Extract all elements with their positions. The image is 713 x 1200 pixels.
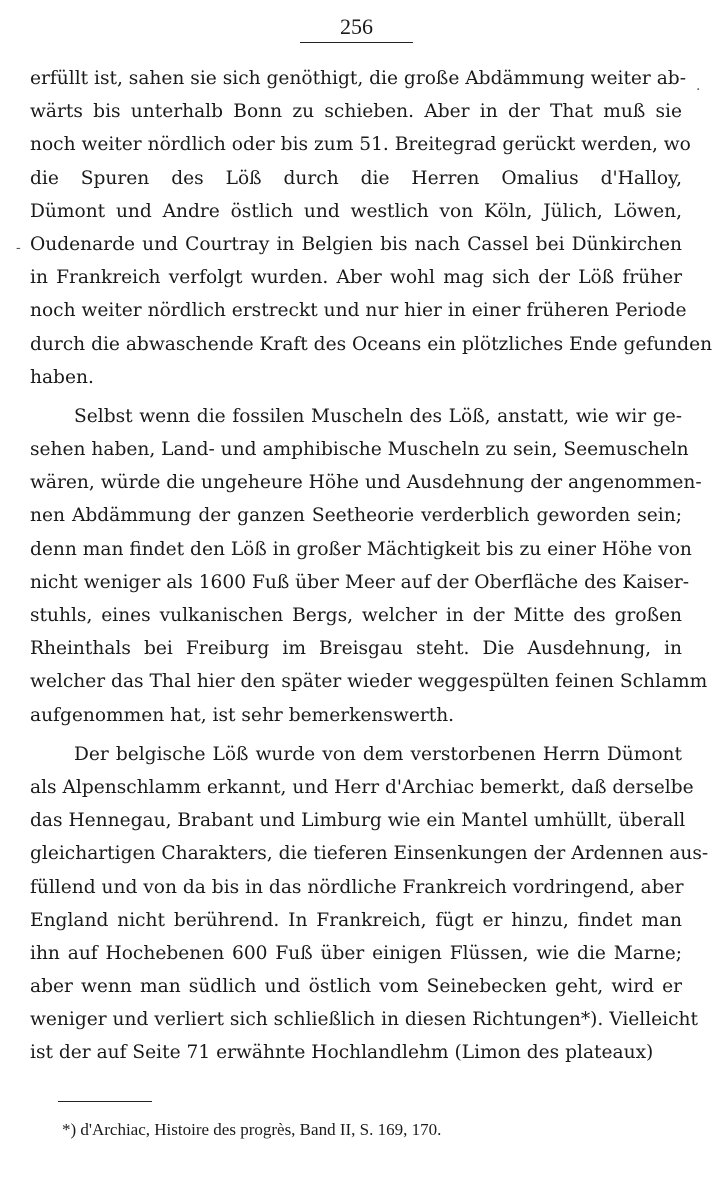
text-line: wärts bis unterhalb Bonn zu schieben. Aber in der That muß sie [30, 101, 682, 123]
text-line: das Hennegau, Brabant und Limburg wie ein Mantel umhüllt, überall [30, 810, 686, 832]
margin-dash: - [16, 240, 21, 256]
text-line: Selbst wenn die fossilen Muscheln des Löß, anstatt, wie wir ge- [74, 405, 682, 427]
footnote-rule [58, 1101, 152, 1102]
paragraph [30, 738, 709, 1070]
header-rule [300, 42, 413, 43]
text-line: nicht weniger als 1600 Fuß über Meer auf der Oberfläche des Kaiser- [30, 571, 690, 593]
text-line: durch die abwaschende Kraft des Oceans ein plötzliches Ende gefunden [30, 333, 713, 355]
text-line: stuhls, eines vulkanischen Bergs, welcher in der Mitte des großen [30, 605, 682, 626]
text-line: Dümont und Andre östlich und westlich von Köln, Jülich, Löwen, [30, 200, 682, 222]
text-line: nen Abdämmung der ganzen Seetheorie verderblich geworden sein; [30, 505, 682, 527]
text-line: wären, würde die ungeheure Höhe und Ausdehnung der angenommen- [30, 472, 702, 494]
text-line: ihn auf Hochebenen 600 Fuß über einigen Flüssen, wie die Marne; [30, 942, 682, 964]
text-line: Oudenarde und Courtray in Belgien bis nach Cassel bei Dünkirchen [30, 233, 682, 255]
margin-dot: · [696, 82, 701, 98]
text-line: haben. [30, 366, 94, 388]
body-text [30, 62, 713, 1070]
page-number: 256 [340, 14, 373, 39]
text-line: weniger und verliert sich schließlich in diesen Richtungen*). Vielleicht [30, 1009, 698, 1031]
footnote: *) d'Archiac, Histoire des progrès, Band II, S. 169, 170. [62, 1120, 442, 1139]
text-line: aber wenn man südlich und östlich vom Seinebecken geht, wird er [30, 976, 682, 998]
paragraph [30, 62, 713, 394]
text-line: die Spuren des Löß durch die Herren Omalius d'Halloy, [30, 167, 682, 189]
text-line: in Frankreich verfolgt wurden. Aber wohl mag sich der Löß früher [30, 267, 682, 289]
text-line: gleichartigen Charakters, die tieferen Einsenkungen der Ardennen aus- [30, 843, 709, 865]
text-line: denn man findet den Löß in großer Mächtigkeit bis zu einer Höhe von [30, 538, 692, 560]
text-line: noch weiter nördlich oder bis zum 51. Breitegrad gerückt werden, wo [30, 134, 691, 156]
text-line: noch weiter nördlich erstreckt und nur hier in einer früheren Periode [30, 300, 687, 322]
text-line: aufgenommen hat, ist sehr bemerkenswerth. [30, 704, 455, 726]
text-line: welcher das Thal hier den später wieder weggespülten feinen Schlamm [30, 671, 708, 693]
text-line: ist der auf Seite 71 erwähnte Hochlandlehm (Limon des plateaux) [30, 1042, 654, 1064]
text-line: Der belgische Löß wurde von dem verstorbenen Herrn Dümont [74, 743, 682, 765]
paragraph [30, 400, 708, 732]
text-line: Rheinthals bei Freiburg im Breisgau steht. Die Ausdehnung, in [30, 638, 682, 660]
text-line: England nicht berührend. In Frankreich, fügt er hinzu, findet man [30, 909, 682, 931]
text-line: als Alpenschlamm erkannt, und Herr d'Archiac bemerkt, daß derselbe [30, 776, 694, 798]
text-line: sehen haben, Land- und amphibische Muscheln zu sein, Seemuscheln [30, 439, 689, 461]
text-line: erfüllt ist, sahen sie sich genöthigt, die große Abdämmung weiter ab- [30, 68, 686, 89]
text-line: füllend und von da bis in das nördliche Frankreich vordringend, aber [30, 876, 684, 898]
